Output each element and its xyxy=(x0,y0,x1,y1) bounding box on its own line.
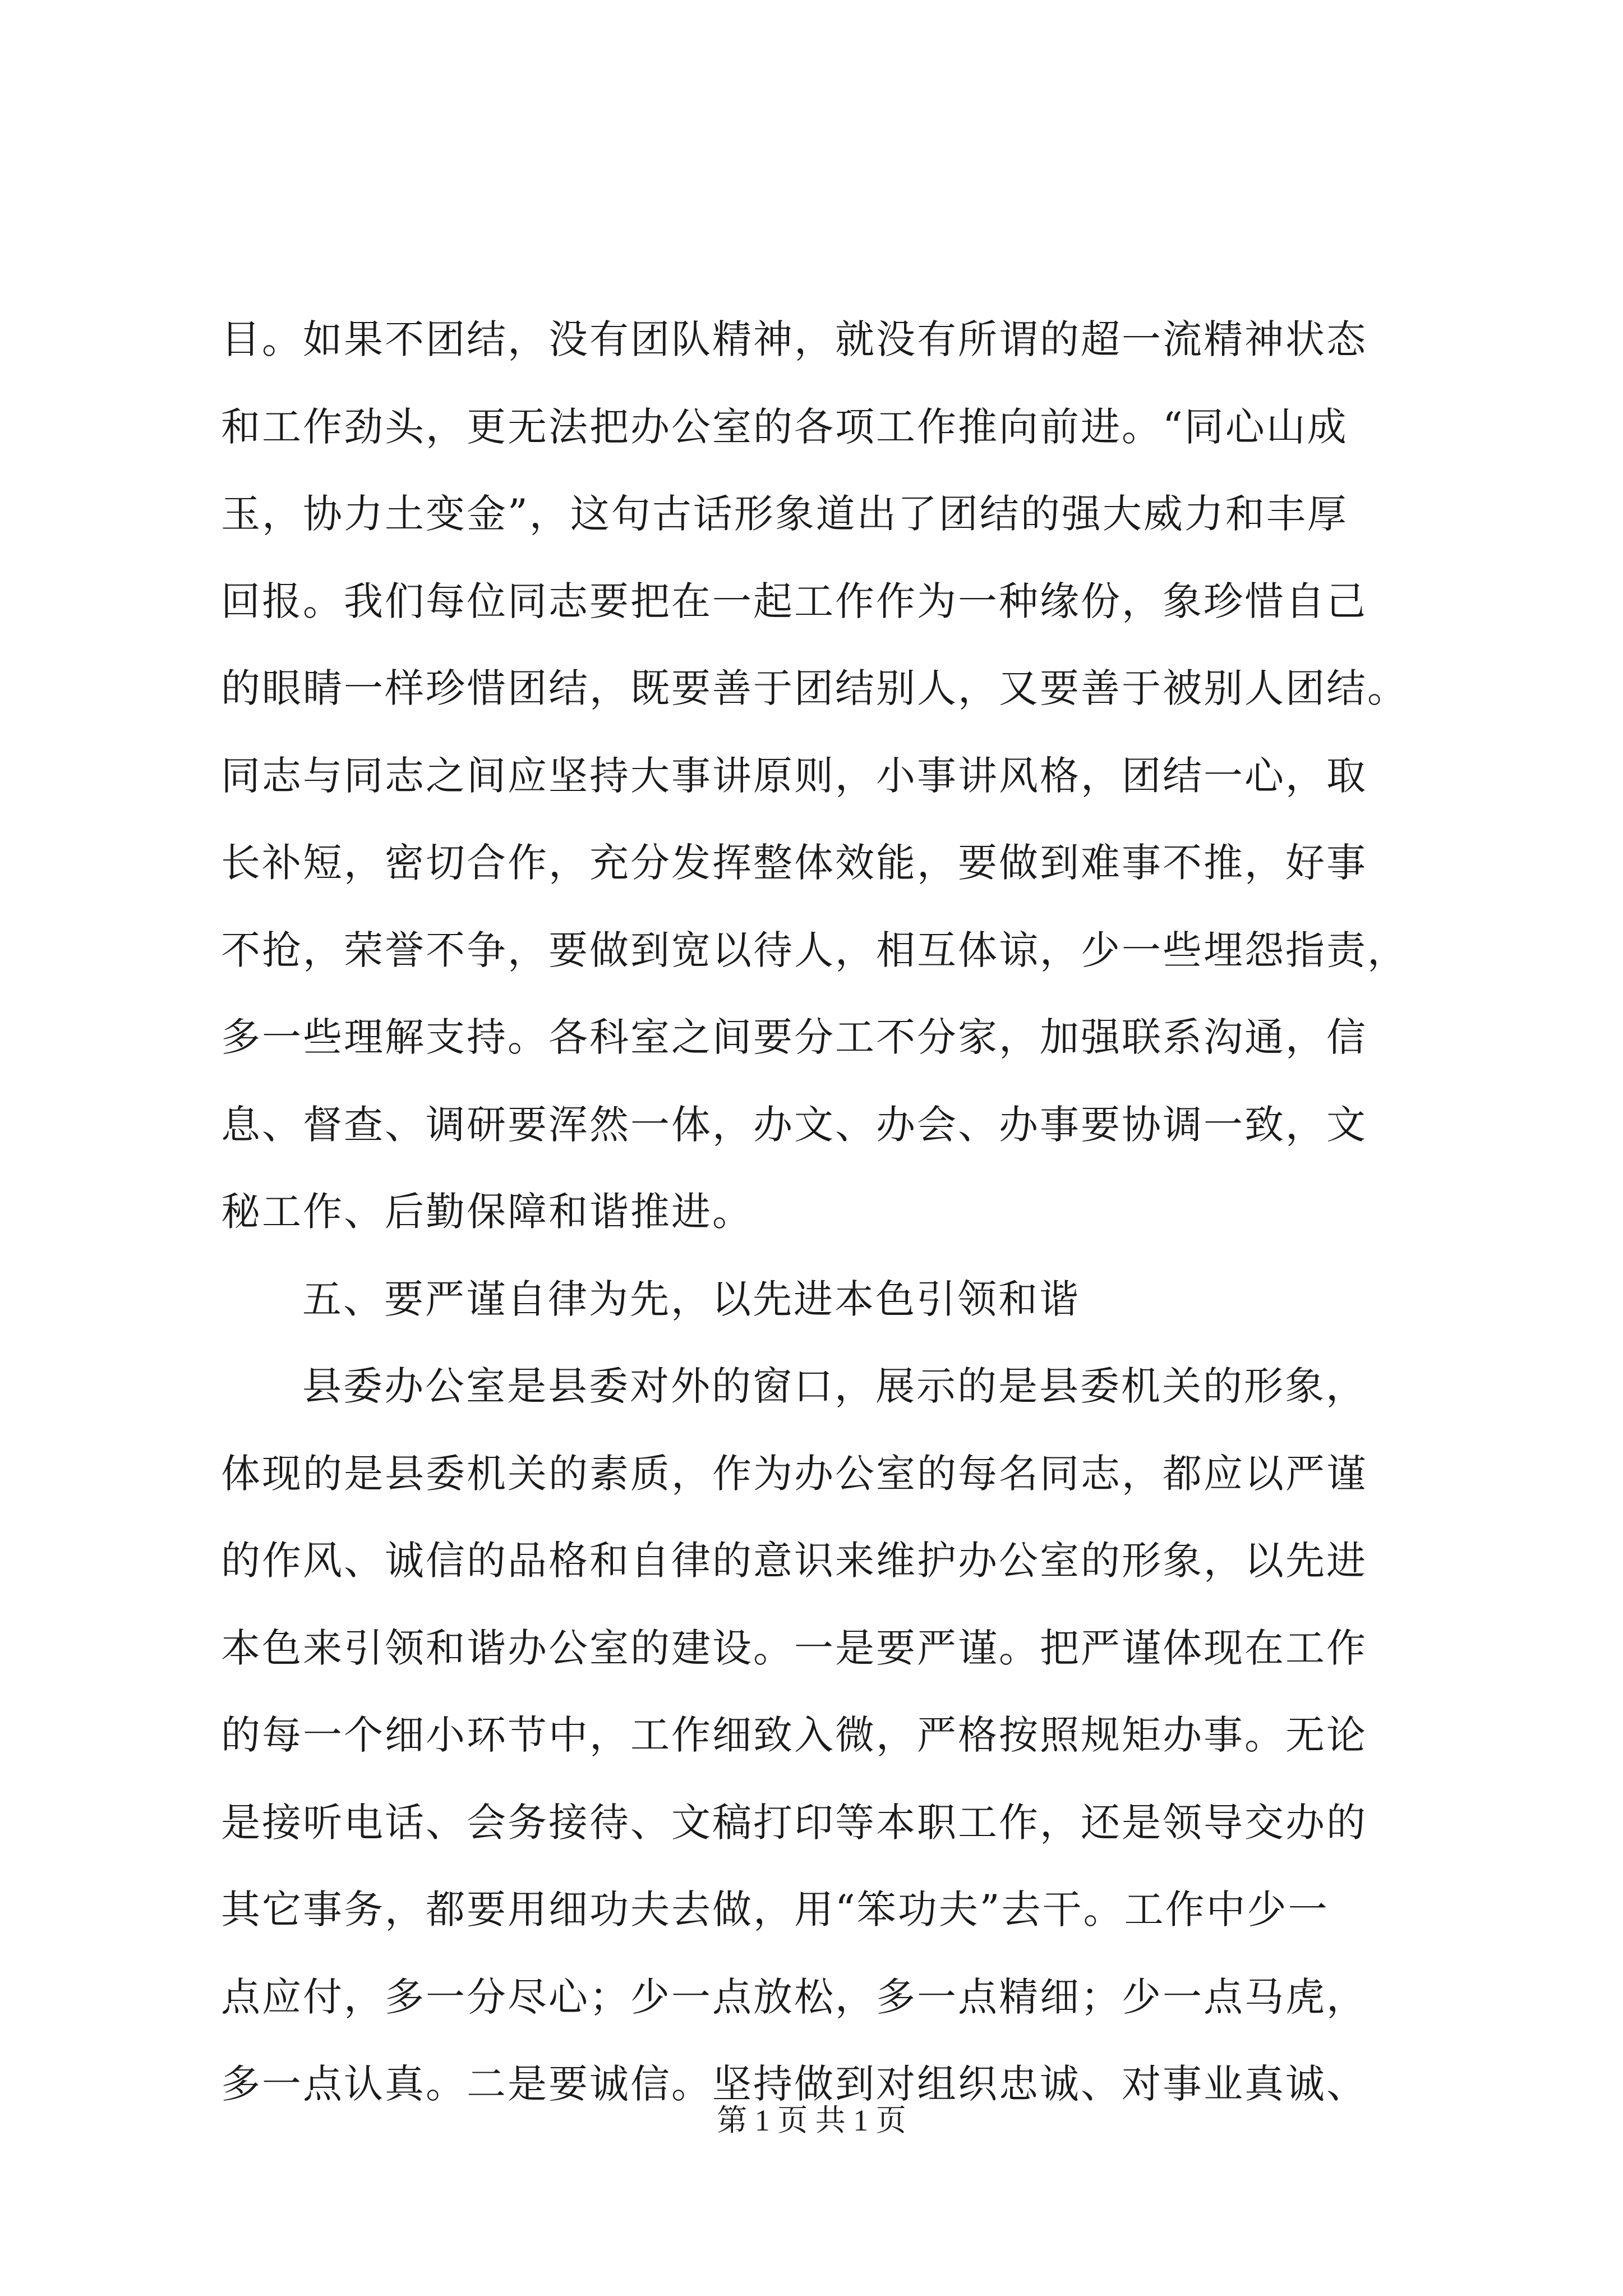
text-line: 的作风、诚信的品格和自律的意识来维护办公室的形象，以先进 xyxy=(221,1538,1367,1584)
text-line: 回报。我们每位同志要把在一起工作作为一种缘份，象珍惜自己 xyxy=(221,578,1367,624)
text-line: 和工作劲头，更无法把办公室的各项工作推向前进。“同心山成 xyxy=(221,403,1348,450)
section-heading: 五、要严谨自律为先，以先进本色引领和谐 xyxy=(302,1276,1080,1322)
text-line: 同志与同志之间应坚持大事讲原则，小事讲风格，团结一心，取 xyxy=(221,752,1367,799)
text-line: 多一些理解支持。各科室之间要分工不分家，加强联系沟通，信 xyxy=(221,1014,1367,1060)
page-number: 第 1 页 共 1 页 xyxy=(717,2104,906,2137)
text-line: 的每一个细小环节中，工作细致入微，严格按照规矩办事。无论 xyxy=(221,1712,1367,1758)
text-line: 体现的是县委机关的素质，作为办公室的每名同志，都应以严谨 xyxy=(221,1450,1367,1497)
text-line: 多一点认真。二是要诚信。坚持做到对组织忠诚、对事业真诚、 xyxy=(221,2061,1367,2107)
text-line: 点应付，多一分尽心；少一点放松，多一点精细；少一点马虎， xyxy=(221,1973,1367,2020)
text-line: 秘工作、后勤保障和谐推进。 xyxy=(221,1189,753,1235)
text-line: 玉，协力土变金”，这句古话形象道出了团结的强大威力和丰厚 xyxy=(221,491,1348,537)
text-line: 长补短，密切合作，充分发挥整体效能，要做到难事不推，好事 xyxy=(221,840,1367,886)
text-line: 目。如果不团结，没有团队精神，就没有所谓的超一流精神状态 xyxy=(221,316,1367,362)
text-line: 的眼睛一样珍惜团结，既要善于团结别人，又要善于被别人团结。 xyxy=(221,665,1408,711)
page-footer xyxy=(0,2101,1623,2140)
text-line: 息、督查、调研要浑然一体，办文、办会、办事要协调一致，文 xyxy=(221,1101,1367,1148)
text-line: 其它事务，都要用细功夫去做，用“笨功夫”去干。工作中少一 xyxy=(221,1887,1329,1932)
body-text xyxy=(221,296,1427,2128)
text-line: 县委办公室是县委对外的窗口，展示的是县委机关的形象， xyxy=(302,1363,1367,1409)
text-line: 是接听电话、会务接待、文稿打印等本职工作，还是领导交办的 xyxy=(221,1799,1367,1846)
text-line: 不抢，荣誉不争，要做到宽以待人，相互体谅，少一些埋怨指责， xyxy=(221,927,1408,973)
text-line: 本色来引领和谐办公室的建设。一是要严谨。把严谨体现在工作 xyxy=(221,1625,1367,1671)
